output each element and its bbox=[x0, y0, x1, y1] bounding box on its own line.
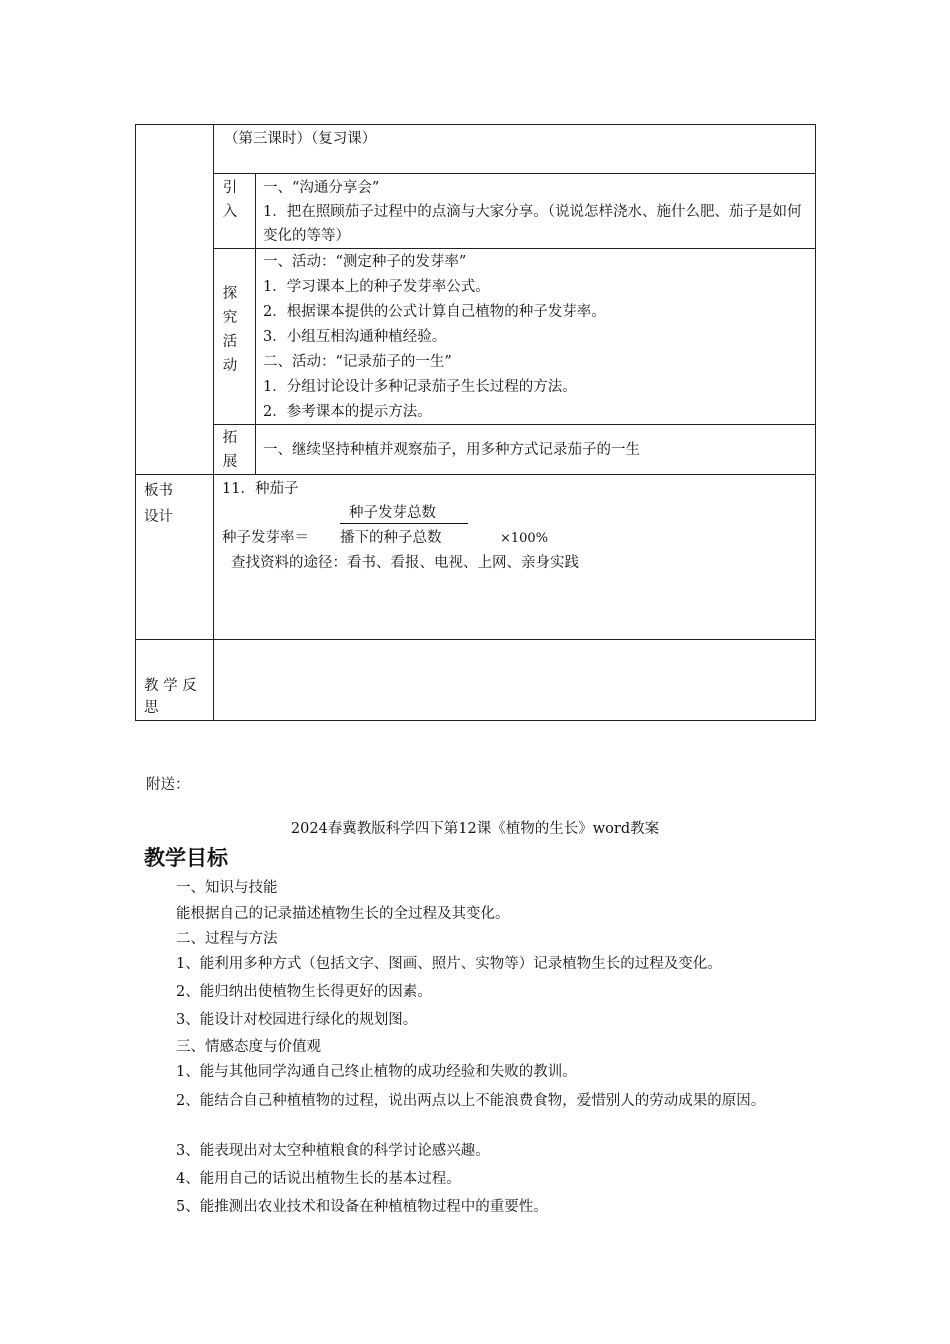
explore-line: 2．根据课本提供的公式计算自己植物的种子发芽率。 bbox=[263, 304, 606, 320]
objective-line: 一、知识与技能 bbox=[176, 880, 278, 896]
explore-label bbox=[221, 282, 239, 378]
objective-line: 三、情感态度与价值观 bbox=[176, 1039, 321, 1055]
lesson-period-label: （第三课时）（复习课） bbox=[224, 131, 377, 147]
intro-label bbox=[221, 176, 239, 224]
table-divider-board bbox=[135, 474, 815, 475]
objective-line: 1、能利用多种方式（包括文字、图画、照片、实物等）记录植物生长的过程及变化。 bbox=[176, 956, 722, 972]
section-heading: 教学目标 bbox=[144, 846, 228, 870]
intro-heading: 一、“沟通分享会” bbox=[263, 180, 380, 196]
intro-label-char: 入 bbox=[222, 204, 238, 220]
table-divider-reflection bbox=[135, 639, 815, 640]
objective-line: 2、能结合自己种植植物的过程，说出两点以上不能浪费食物，爱惜别人的劳动成果的原因。 bbox=[176, 1093, 766, 1109]
objective-line: 3、能设计对校园进行绿化的规划图。 bbox=[176, 1012, 418, 1028]
extend-label-char: 展 bbox=[222, 454, 238, 470]
explore-label-char: 动 bbox=[222, 358, 238, 374]
board-note: 查找资料的途径：看书、看报、电视、上网、亲身实践 bbox=[231, 555, 579, 571]
board-label-line: 板书 bbox=[144, 483, 173, 499]
extend-text: 一、继续坚持种植并观察茄子，用多种方式记录茄子的一生 bbox=[263, 442, 640, 458]
reflection-label-line: 思 bbox=[144, 700, 159, 716]
objective-line: 1、能与其他同学沟通自己终止植物的成功经验和失败的教训。 bbox=[176, 1064, 577, 1080]
extend-label-char: 拓 bbox=[222, 430, 238, 446]
objective-line: 二、过程与方法 bbox=[176, 931, 278, 947]
board-label bbox=[144, 478, 173, 530]
explore-line: 二、活动：“记录茄子的一生” bbox=[263, 354, 452, 370]
explore-line: 一、活动：“测定种子的发芽率” bbox=[263, 254, 467, 270]
appendix-label: 附送： bbox=[146, 777, 190, 793]
formula-prefix: 种子发芽率＝ bbox=[222, 530, 309, 546]
reflection-label-line: 教 学 反 bbox=[144, 678, 197, 694]
board-title: 11．种茄子 bbox=[222, 481, 299, 497]
board-label-line: 设计 bbox=[144, 509, 173, 525]
table-border-bottom bbox=[135, 720, 815, 721]
formula-multiplier: ×100% bbox=[500, 531, 549, 546]
formula-denominator: 播下的种子总数 bbox=[340, 530, 442, 546]
explore-label-char: 探 bbox=[222, 286, 238, 302]
document-title: 2024春冀教版科学四下第12课《植物的生长》word教案 bbox=[290, 821, 660, 837]
intro-item-1: 1．把在照顾茄子过程中的点滴与大家分享。（说说怎样浇水、施什么肥、茄子是如何变化的等等） bbox=[263, 204, 802, 244]
explore-line: 2．参考课本的提示方法。 bbox=[263, 404, 432, 420]
table-border-left bbox=[135, 124, 136, 721]
explore-line: 1．学习课本上的种子发芽率公式。 bbox=[263, 279, 490, 295]
extend-label bbox=[221, 426, 239, 474]
fraction-bar bbox=[340, 523, 468, 524]
table-divider-explore bbox=[213, 248, 815, 249]
objective-line: 2、能归纳出使植物生长得更好的因素。 bbox=[176, 984, 432, 1000]
objective-line: 3、能表现出对太空种植粮食的科学讨论感兴趣。 bbox=[176, 1143, 490, 1159]
objective-line: 能根据自己的记录描述植物生长的全过程及其变化。 bbox=[176, 906, 510, 922]
reflection-label bbox=[144, 675, 197, 719]
objective-line: 5、能推测出农业技术和设备在种植植物过程中的重要性。 bbox=[176, 1199, 548, 1215]
table-divider-intro bbox=[213, 173, 815, 174]
intro-label-char: 引 bbox=[222, 180, 238, 196]
table-subcol-divider bbox=[255, 173, 256, 475]
table-border-right bbox=[815, 124, 816, 721]
explore-line: 1．分组讨论设计多种记录茄子生长过程的方法。 bbox=[263, 379, 577, 395]
explore-label-char: 活 bbox=[222, 334, 238, 350]
formula-numerator: 种子发芽总数 bbox=[349, 505, 436, 521]
objective-line: 4、能用自己的话说出植物生长的基本过程。 bbox=[176, 1171, 461, 1187]
table-divider-extend bbox=[213, 424, 815, 425]
table-border-top bbox=[135, 124, 815, 125]
explore-label-char: 究 bbox=[222, 310, 238, 326]
explore-line: 3．小组互相沟通种植经验。 bbox=[263, 329, 447, 345]
table-col-divider bbox=[213, 124, 214, 721]
